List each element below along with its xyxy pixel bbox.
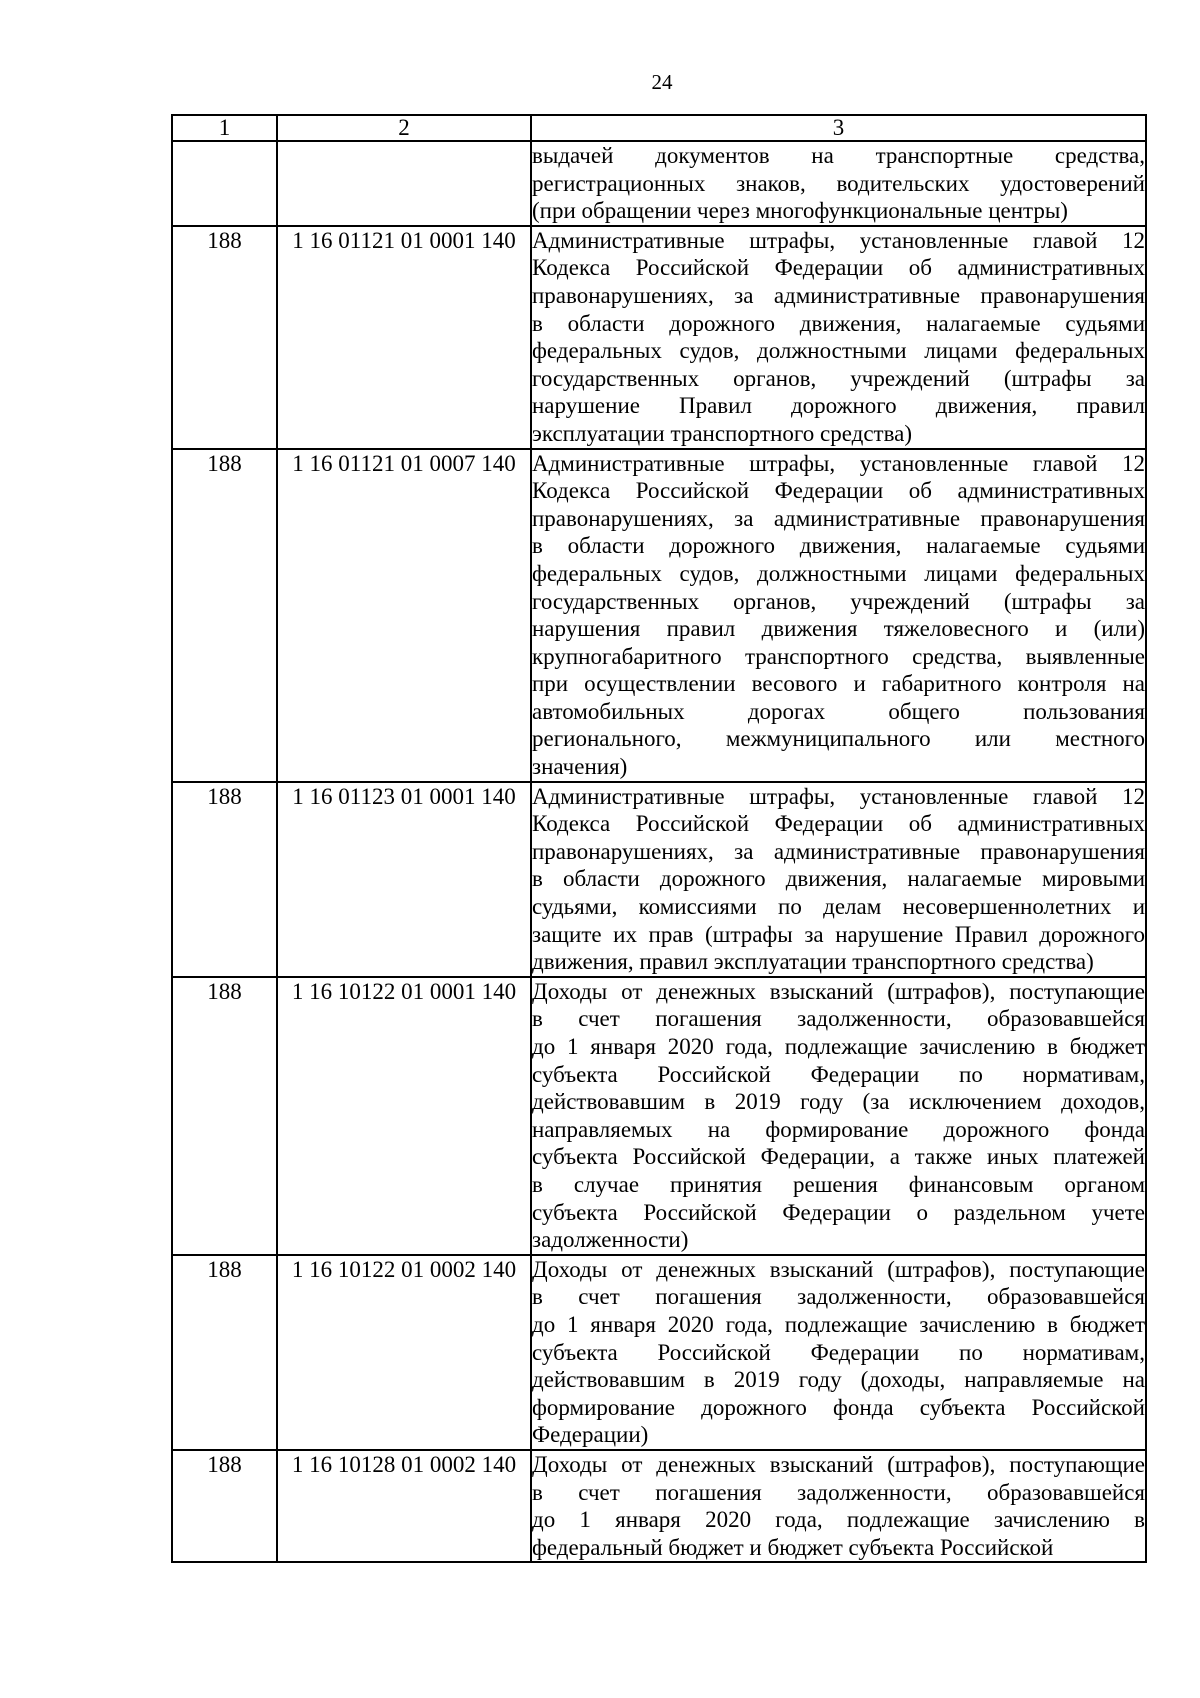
- description-line: значения): [532, 754, 628, 780]
- description-line: Кодекса Российской Федерации об административных: [532, 811, 1145, 837]
- description-line: движения, правил эксплуатации транспортного средства): [532, 949, 1094, 975]
- description-line: формирование дорожного фонда субъекта Российской: [532, 1394, 1145, 1420]
- income-description-cell: [531, 141, 1146, 226]
- description-line: Федерации): [532, 1422, 649, 1448]
- description-line: в счет погашения задолженности, образовавшейся: [532, 1479, 1145, 1505]
- description-line: действовавшим в 2019 году (доходы, направляемые на: [532, 1367, 1145, 1393]
- budget-classification-code-cell: 1 16 10122 01 0002 140: [277, 1255, 531, 1450]
- description-line: Административные штрафы, установленные главой 12: [532, 450, 1145, 476]
- table-row: [172, 782, 1146, 977]
- description-line: при осуществлении весового и габаритного контроля на: [532, 671, 1145, 697]
- description-line: действовавшим в 2019 году (за исключением доходов,: [532, 1089, 1145, 1115]
- column-header-3: 3: [531, 115, 1146, 141]
- admin-code-cell: [172, 141, 277, 226]
- description-line: в области дорожного движения, налагаемые судьями: [532, 533, 1145, 559]
- description-line: правонарушениях, за административные правонарушения: [532, 282, 1145, 308]
- description-line: задолженности): [532, 1227, 689, 1253]
- budget-classification-code-cell: 1 16 01121 01 0007 140: [277, 449, 531, 782]
- table-row: [172, 1450, 1146, 1562]
- description-line: до 1 января 2020 года, подлежащие зачислению в: [532, 1507, 1145, 1533]
- description-line: в случае принятия решения финансовым органом: [532, 1171, 1145, 1197]
- description-line: государственных органов, учреждений (штрафы за: [532, 365, 1145, 391]
- description-line: Доходы от денежных взысканий (штрафов), поступающие: [532, 978, 1145, 1004]
- description-line: нарушение Правил дорожного движения, правил: [532, 393, 1145, 419]
- description-line: до 1 января 2020 года, подлежащие зачислению в бюджет: [532, 1311, 1145, 1337]
- description-line: выдачей документов на транспортные средства,: [532, 143, 1145, 168]
- income-description-cell: [531, 449, 1146, 782]
- description-line: субъекта Российской Федерации по нормативам,: [532, 1339, 1145, 1365]
- page-number: 24: [651, 70, 673, 94]
- budget-classification-code-cell: 1 16 10122 01 0001 140: [277, 977, 531, 1255]
- income-description-cell: [531, 782, 1146, 977]
- budget-classification-code-cell: [277, 141, 531, 226]
- table-row: [172, 977, 1146, 1255]
- budget-classification-code-cell: 1 16 10128 01 0002 140: [277, 1450, 531, 1562]
- description-line: направляемых на формирование дорожного фонда: [532, 1116, 1145, 1142]
- income-description-cell: [531, 1450, 1146, 1562]
- description-line: субъекта Российской Федерации по нормативам,: [532, 1061, 1145, 1087]
- description-line: Кодекса Российской Федерации об административных: [532, 478, 1145, 504]
- description-line: государственных органов, учреждений (штрафы за: [532, 588, 1145, 614]
- income-description-cell: [531, 1255, 1146, 1450]
- description-line: Доходы от денежных взысканий (штрафов), поступающие: [532, 1451, 1145, 1477]
- description-line: крупногабаритного транспортного средства, выявленные: [532, 643, 1145, 669]
- column-header-1: 1: [172, 115, 277, 141]
- admin-code-cell: 188: [172, 226, 277, 449]
- description-line: Административные штрафы, установленные главой 12: [532, 783, 1145, 809]
- description-line: в счет погашения задолженности, образовавшейся: [532, 1006, 1145, 1032]
- description-line: в области дорожного движения, налагаемые мировыми: [532, 866, 1145, 892]
- admin-code-cell: 188: [172, 449, 277, 782]
- admin-code-cell: 188: [172, 782, 277, 977]
- table-row: [172, 1255, 1146, 1450]
- table-row: [172, 226, 1146, 449]
- table-row: [172, 449, 1146, 782]
- description-line: судьями, комиссиями по делам несовершеннолетних и: [532, 894, 1145, 920]
- budget-codes-table: [171, 114, 1147, 1563]
- description-line: правонарушениях, за административные правонарушения: [532, 505, 1145, 531]
- table-row: [172, 141, 1146, 226]
- description-line: (при обращении через многофункциональные центры): [532, 198, 1068, 224]
- column-header-2: 2: [277, 115, 531, 141]
- description-line: эксплуатации транспортного средства): [532, 420, 913, 446]
- description-line: в области дорожного движения, налагаемые судьями: [532, 310, 1145, 336]
- table-header-row: [172, 115, 1146, 141]
- description-line: субъекта Российской Федерации о раздельном учете: [532, 1199, 1145, 1225]
- description-line: нарушения правил движения тяжеловесного и (или): [532, 616, 1145, 642]
- description-line: Административные штрафы, установленные главой 12: [532, 227, 1145, 253]
- description-line: Доходы от денежных взысканий (штрафов), поступающие: [532, 1256, 1145, 1282]
- description-line: автомобильных дорогах общего пользования: [532, 698, 1145, 724]
- admin-code-cell: 188: [172, 977, 277, 1255]
- description-line: субъекта Российской Федерации, а также иных платежей: [532, 1144, 1145, 1170]
- description-line: федеральных судов, должностными лицами федеральных: [532, 560, 1145, 586]
- income-description-cell: [531, 226, 1146, 449]
- admin-code-cell: 188: [172, 1450, 277, 1562]
- description-line: в счет погашения задолженности, образовавшейся: [532, 1284, 1145, 1310]
- description-line: регионального, межмуниципального или местного: [532, 726, 1145, 752]
- description-line: Кодекса Российской Федерации об административных: [532, 255, 1145, 281]
- description-line: федеральный бюджет и бюджет субъекта Российской: [532, 1534, 1054, 1560]
- description-line: правонарушениях, за административные правонарушения: [532, 838, 1145, 864]
- description-line: регистрационных знаков, водительских удостоверений: [532, 170, 1145, 196]
- admin-code-cell: 188: [172, 1255, 277, 1450]
- description-line: защите их прав (штрафы за нарушение Правил дорожного: [532, 921, 1145, 947]
- income-description-cell: [531, 977, 1146, 1255]
- description-line: федеральных судов, должностными лицами федеральных: [532, 338, 1145, 364]
- budget-classification-code-cell: 1 16 01121 01 0001 140: [277, 226, 531, 449]
- description-line: до 1 января 2020 года, подлежащие зачислению в бюджет: [532, 1034, 1145, 1059]
- budget-classification-code-cell: 1 16 01123 01 0001 140: [277, 782, 531, 977]
